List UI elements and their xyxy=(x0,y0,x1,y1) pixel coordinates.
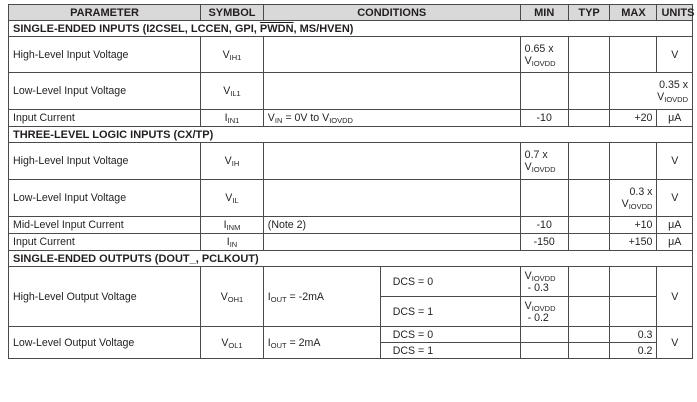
specifications-table xyxy=(8,4,693,359)
header-row xyxy=(9,5,693,21)
min-cell: 0.7 x $V_{IOVDD}$ xyxy=(520,143,568,180)
conditions-cell: $I_{OUT} = -2mA$ xyxy=(263,267,380,327)
parameter-cell: High-Level Input Voltage xyxy=(9,143,201,180)
min-cell xyxy=(520,327,568,343)
typ-cell xyxy=(568,143,610,180)
table-row xyxy=(9,217,693,234)
header-min: MIN xyxy=(520,5,568,21)
dcs-cell: DCS = 0 xyxy=(380,327,520,343)
min-cell xyxy=(520,180,568,217)
typ-cell xyxy=(568,217,610,234)
parameter-cell: Low-Level Input Voltage xyxy=(9,180,201,217)
min-cell xyxy=(520,343,568,359)
typ-cell xyxy=(568,297,610,327)
max-cell: +20 xyxy=(610,110,657,127)
table-row xyxy=(9,327,693,343)
min-cell: 0.65 x $V_{IOVDD}$ xyxy=(520,37,568,73)
units-cell: V xyxy=(657,327,693,359)
parameter-cell: Mid-Level Input Current xyxy=(9,217,201,234)
max-cell: 0.3 x $V_{IOVDD}$ xyxy=(610,180,657,217)
units-cell: V xyxy=(657,180,693,217)
conditions-cell xyxy=(263,37,520,73)
max-cell: 0.35 x $V_{IOVDD}$ xyxy=(610,73,693,110)
parameter-cell: Input Current xyxy=(9,110,201,127)
symbol-cell: $V_{OH1}$ xyxy=(201,267,264,327)
header-parameter: PARAMETER xyxy=(9,5,201,21)
units-cell: μA xyxy=(657,110,693,127)
symbol-cell: $V_{IH1}$ xyxy=(201,37,264,73)
table-row xyxy=(9,267,693,297)
table-row xyxy=(9,37,693,73)
min-cell: $V_{IOVDD}$ - 0.3 xyxy=(520,267,568,297)
conditions-cell xyxy=(263,143,520,180)
min-cell: $V_{IOVDD}$ - 0.2 xyxy=(520,297,568,327)
section-title-row xyxy=(9,251,693,267)
units-cell: V xyxy=(657,143,693,180)
header-typ: TYP xyxy=(568,5,610,21)
units-cell: V xyxy=(657,267,693,327)
section-title: SINGLE-ENDED OUTPUTS (DOUT_, PCLKOUT) xyxy=(9,251,693,267)
min-cell: -150 xyxy=(520,234,568,251)
symbol-cell: $V_{IH}$ xyxy=(201,143,264,180)
parameter-cell: High-Level Input Voltage xyxy=(9,37,201,73)
conditions-cell: $V_{IN} = 0V$ to $V_{IOVDD}$ xyxy=(263,110,520,127)
symbol-cell: $V_{OL1}$ xyxy=(201,327,264,359)
conditions-cell xyxy=(263,234,520,251)
table-row xyxy=(9,234,693,251)
symbol-cell: $V_{IL1}$ xyxy=(201,73,264,110)
parameter-cell: High-Level Output Voltage xyxy=(9,267,201,327)
header-conditions: CONDITIONS xyxy=(263,5,520,21)
typ-cell xyxy=(568,180,610,217)
symbol-cell: $I_{IN1}$ xyxy=(201,110,264,127)
max-cell: +10 xyxy=(610,217,657,234)
section-title-row xyxy=(9,21,693,37)
max-cell xyxy=(610,267,657,297)
min-cell: -10 xyxy=(520,110,568,127)
typ-cell xyxy=(568,267,610,297)
header-max: MAX xyxy=(610,5,657,21)
max-cell xyxy=(610,143,657,180)
table-row xyxy=(9,73,693,110)
parameter-cell: Input Current xyxy=(9,234,201,251)
symbol-cell: $I_{INM}$ xyxy=(201,217,264,234)
parameter-cell: Low-Level Input Voltage xyxy=(9,73,201,110)
conditions-cell xyxy=(263,73,520,110)
dcs-cell: DCS = 1 xyxy=(380,343,520,359)
conditions-cell: (Note 2) xyxy=(263,217,520,234)
typ-cell xyxy=(568,327,610,343)
parameter-cell: Low-Level Output Voltage xyxy=(9,327,201,359)
max-cell: +150 xyxy=(610,234,657,251)
units-cell: V xyxy=(657,37,693,73)
table-row xyxy=(9,143,693,180)
max-cell: 0.2 xyxy=(610,343,657,359)
max-cell xyxy=(610,297,657,327)
dcs-cell: DCS = 0 xyxy=(380,267,520,297)
typ-cell xyxy=(568,234,610,251)
table-row xyxy=(9,110,693,127)
typ-cell xyxy=(568,37,610,73)
header-symbol: SYMBOL xyxy=(201,5,264,21)
symbol-cell: $I_{IN}$ xyxy=(201,234,264,251)
units-cell: μA xyxy=(657,217,693,234)
typ-cell xyxy=(568,73,610,110)
header-units: UNITS xyxy=(657,5,693,21)
conditions-cell xyxy=(263,180,520,217)
typ-cell xyxy=(568,110,610,127)
table-row xyxy=(9,180,693,217)
units-cell: μA xyxy=(657,234,693,251)
section-title: SINGLE-ENDED INPUTS (I2CSEL, LCCEN, GPI, PWDN, MS/HVEN) xyxy=(9,21,693,37)
min-cell xyxy=(520,73,568,110)
symbol-cell: $V_{IL}$ xyxy=(201,180,264,217)
conditions-cell: $I_{OUT} = 2mA$ xyxy=(263,327,380,359)
max-cell xyxy=(610,37,657,73)
typ-cell xyxy=(568,343,610,359)
dcs-cell: DCS = 1 xyxy=(380,297,520,327)
section-title-row xyxy=(9,127,693,143)
section-title: THREE-LEVEL LOGIC INPUTS (CX/TP) xyxy=(9,127,693,143)
max-cell: 0.3 xyxy=(610,327,657,343)
min-cell: -10 xyxy=(520,217,568,234)
